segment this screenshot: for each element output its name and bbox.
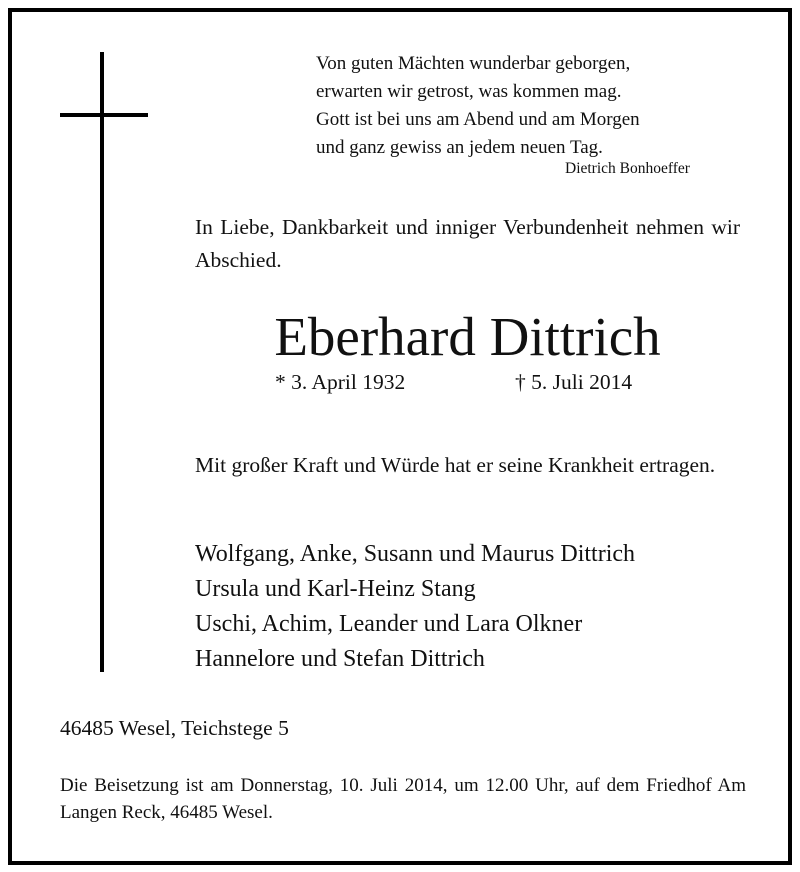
mourner-line: Hannelore und Stefan Dittrich bbox=[195, 646, 485, 672]
poem-quote bbox=[316, 50, 736, 162]
mourning-address: 46485 Wesel, Teichstege 5 bbox=[60, 716, 289, 740]
poem-line: und ganz gewiss an jedem neuen Tag. bbox=[316, 137, 603, 158]
mourners-list bbox=[195, 537, 635, 677]
poem-line: Von guten Mächten wunderbar geborgen, bbox=[316, 53, 631, 74]
mourner-line: Ursula und Karl-Heinz Stang bbox=[195, 576, 476, 602]
poem-author: Dietrich Bonhoeffer bbox=[565, 160, 690, 177]
poem-line: Gott ist bei uns am Abend und am Morgen bbox=[316, 109, 640, 130]
cross-icon-horizontal-bar bbox=[60, 113, 148, 117]
funeral-notice: Die Beisetzung ist am Donnerstag, 10. Juli 2014, um 12.00 Uhr, auf dem Friedhof Am Langen Reck, 46485 Wesel. bbox=[60, 775, 746, 823]
intro-text: In Liebe, Dankbarkeit und inniger Verbundenheit nehmen wir Abschied. bbox=[195, 215, 740, 272]
mourner-line: Wolfgang, Anke, Susann und Maurus Dittrich bbox=[195, 541, 636, 567]
cross-icon-vertical-bar bbox=[100, 52, 104, 672]
birth-date: * 3. April 1932 bbox=[275, 370, 406, 394]
mourner-line: Uschi, Achim, Leander und Lara Olkner bbox=[195, 611, 583, 637]
poem-line: erwarten wir getrost, was kommen mag. bbox=[316, 81, 622, 102]
deceased-name: Eberhard Dittrich bbox=[274, 306, 661, 367]
death-date: † 5. Juli 2014 bbox=[515, 370, 633, 394]
illness-text: Mit großer Kraft und Würde hat er seine Krankheit ertragen. bbox=[195, 453, 716, 477]
